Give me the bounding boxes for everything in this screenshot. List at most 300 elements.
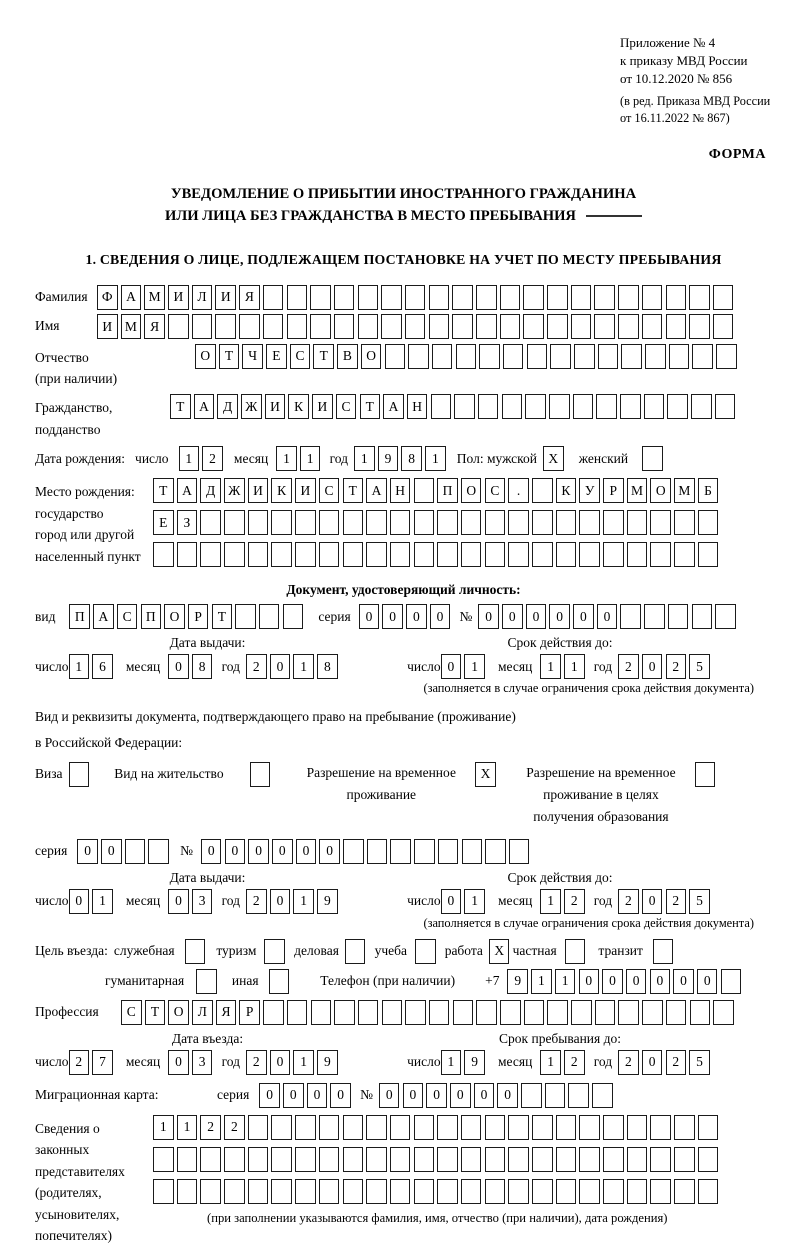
form-box [521, 1083, 542, 1108]
form-box [556, 542, 577, 567]
form-box: 2 [202, 446, 223, 471]
iddoc-issue-block [35, 635, 380, 679]
form-box: В [337, 344, 358, 369]
form-box [476, 314, 497, 339]
form-box: 2 [666, 889, 687, 914]
form-box [437, 510, 458, 535]
form-box [503, 344, 524, 369]
day-label: число [35, 658, 69, 674]
form-box: X [543, 446, 564, 471]
form-box: 9 [378, 446, 399, 471]
purpose-tourism-checkbox [264, 939, 288, 964]
form-box: Т [313, 344, 334, 369]
form-box [454, 394, 475, 419]
form-box [508, 510, 529, 535]
form-box [698, 542, 719, 567]
iddoc-expiry-block [380, 635, 740, 679]
form-box: С [336, 394, 357, 419]
form-box [358, 1000, 379, 1025]
form-box: О [361, 344, 382, 369]
day-label: число [35, 893, 69, 909]
form-box: Л [192, 285, 213, 310]
form-box [549, 394, 570, 419]
staydoc-number-label: № [180, 843, 193, 859]
form-box [620, 604, 641, 629]
form-box: 0 [77, 839, 98, 864]
iddoc-issue-month [168, 654, 215, 679]
migration-number-label: № [360, 1087, 373, 1103]
form-title [35, 183, 772, 228]
year-label: год [221, 893, 240, 909]
form-box: 0 [478, 604, 499, 629]
form-box [431, 394, 452, 419]
form-box: 0 [270, 889, 291, 914]
purpose-business-label: служебная [113, 943, 175, 959]
stay-until-block [380, 1031, 740, 1075]
form-box [603, 1115, 624, 1140]
month-label: месяц [125, 1054, 161, 1070]
form-box: 0 [201, 839, 222, 864]
form-box [153, 1147, 174, 1172]
form-box [235, 604, 256, 629]
form-box [698, 510, 719, 535]
form-box: И [312, 394, 333, 419]
year-label: год [329, 450, 349, 466]
iddoc-number-boxes [478, 604, 739, 629]
form-box [627, 542, 648, 567]
form-box: Т [360, 394, 381, 419]
form-box [414, 1179, 435, 1204]
form-box [698, 1115, 719, 1140]
form-box: 2 [246, 1050, 267, 1075]
form-box: 2 [246, 654, 267, 679]
form-box: И [97, 314, 118, 339]
form-box: С [485, 478, 506, 503]
form-box: П [69, 604, 90, 629]
form-box [691, 394, 712, 419]
form-box [556, 510, 577, 535]
form-box [295, 1179, 316, 1204]
form-box: 1 [69, 654, 90, 679]
form-box [594, 285, 615, 310]
form-box [618, 285, 639, 310]
staydoc-issue-year [246, 889, 341, 914]
birth-month-boxes [276, 446, 323, 471]
form-box: 0 [359, 604, 380, 629]
form-box [310, 314, 331, 339]
form-box [429, 314, 450, 339]
form-box: 1 [564, 654, 585, 679]
form-box: 8 [401, 446, 422, 471]
form-box [476, 1000, 497, 1025]
form-box: 2 [666, 1050, 687, 1075]
purpose-humanitarian-checkbox [196, 969, 220, 994]
expiry-heading: Срок действия до: [507, 635, 613, 651]
form-box [650, 1179, 671, 1204]
form-box [319, 1115, 340, 1140]
form-box [627, 1115, 648, 1140]
form-box: 0 [497, 1083, 518, 1108]
phone-prefix: +7 [485, 973, 500, 989]
form-box: 2 [224, 1115, 245, 1140]
form-box: Л [192, 1000, 213, 1025]
form-box [595, 1000, 616, 1025]
form-box [153, 542, 174, 567]
purpose-row1 [35, 939, 772, 964]
form-box: 2 [618, 1050, 639, 1075]
form-box [502, 394, 523, 419]
form-box [125, 839, 146, 864]
surname-row [35, 285, 772, 310]
form-box [627, 1179, 648, 1204]
form-box [148, 839, 169, 864]
form-box [461, 1115, 482, 1140]
form-box [556, 1179, 577, 1204]
form-box [390, 542, 411, 567]
form-box [334, 1000, 355, 1025]
form-box [287, 285, 308, 310]
entry-year [246, 1050, 341, 1075]
form-box: 0 [248, 839, 269, 864]
form-box [414, 542, 435, 567]
migration-series-label: серия [217, 1087, 250, 1103]
form-box [556, 1115, 577, 1140]
form-box [485, 839, 506, 864]
form-box: И [265, 394, 286, 419]
form-box [485, 542, 506, 567]
form-box [153, 1179, 174, 1204]
form-box: М [627, 478, 648, 503]
form-box [259, 604, 280, 629]
iddoc-issue-year [246, 654, 341, 679]
form-box [532, 1179, 553, 1204]
form-box [479, 344, 500, 369]
staydoc-series-label: серия [35, 843, 68, 859]
form-box [603, 510, 624, 535]
form-box [642, 285, 663, 310]
form-box: 0 [272, 839, 293, 864]
form-box [295, 1147, 316, 1172]
form-box [594, 314, 615, 339]
iddoc-heading: Документ, удостоверяющий личность: [286, 582, 521, 598]
form-box [698, 1147, 719, 1172]
form-box: Р [188, 604, 209, 629]
form-box [200, 542, 221, 567]
year-label: год [221, 658, 240, 674]
residence-permit-label: Вид на жительство [114, 765, 224, 781]
purpose-row2 [35, 969, 772, 994]
form-box [453, 1000, 474, 1025]
form-box [200, 510, 221, 535]
staydoc-expiry-month [540, 889, 587, 914]
migration-series-boxes [259, 1083, 354, 1108]
form-box: Д [217, 394, 238, 419]
form-box [523, 314, 544, 339]
form-box: 0 [168, 654, 189, 679]
form-box [666, 285, 687, 310]
form-box [271, 510, 292, 535]
form-box [319, 510, 340, 535]
birthplace-line2 [153, 510, 722, 535]
migration-card-label: Миграционная карта: [35, 1087, 159, 1103]
form-box: 0 [307, 1083, 328, 1108]
form-box: 0 [650, 969, 671, 994]
form-box [263, 314, 284, 339]
form-box [334, 285, 355, 310]
form-box [669, 344, 690, 369]
form-box [200, 1179, 221, 1204]
iddoc-dates [35, 635, 772, 679]
form-box [690, 1000, 711, 1025]
iddoc-expiry-day [441, 654, 488, 679]
form-box: 1 [179, 446, 200, 471]
form-box [579, 1179, 600, 1204]
iddoc-row [35, 604, 772, 629]
form-box [547, 314, 568, 339]
birthplace-row [35, 478, 772, 574]
form-box [215, 314, 236, 339]
form-box [224, 542, 245, 567]
form-box [429, 1000, 450, 1025]
form-box [645, 344, 666, 369]
expiry-heading: Срок действия до: [507, 869, 613, 885]
form-box [485, 1147, 506, 1172]
form-box [650, 1115, 671, 1140]
form-box [478, 394, 499, 419]
form-box: 0 [642, 654, 663, 679]
form-box: Т [170, 394, 191, 419]
form-box [692, 344, 713, 369]
form-box: 3 [192, 889, 213, 914]
form-box: 0 [330, 1083, 351, 1108]
birthplace-label: Место рождения: государство город или другой населенный пункт [35, 484, 141, 564]
year-label: год [593, 1054, 613, 1070]
purpose-commercial-checkbox [345, 939, 369, 964]
form-box: 2 [618, 889, 639, 914]
purpose-tourism-label: туризм [216, 943, 257, 959]
sex-female-checkbox [642, 446, 666, 471]
form-box: 1 [300, 446, 321, 471]
birth-year-boxes [354, 446, 449, 471]
form-box [650, 510, 671, 535]
form-box [476, 285, 497, 310]
visa-label: Виза [35, 765, 63, 781]
form-box [532, 542, 553, 567]
form-box [598, 344, 619, 369]
iddoc-series-boxes [359, 604, 454, 629]
form-box: И [168, 285, 189, 310]
form-box: 2 [246, 889, 267, 914]
form-box [366, 1147, 387, 1172]
form-box [573, 394, 594, 419]
form-box: 0 [673, 969, 694, 994]
form-box: 0 [430, 604, 451, 629]
entry-month [168, 1050, 215, 1075]
form-box: 5 [689, 889, 710, 914]
form-box [674, 542, 695, 567]
form-box: 1 [177, 1115, 198, 1140]
form-box: Р [239, 1000, 260, 1025]
form-box [343, 1179, 364, 1204]
form-box [644, 394, 665, 419]
form-box: . [508, 478, 529, 503]
form-box [485, 1115, 506, 1140]
form-box [550, 344, 571, 369]
form-box: У [579, 478, 600, 503]
form-box: 0 [225, 839, 246, 864]
form-box: Т [145, 1000, 166, 1025]
year-label: год [593, 658, 613, 674]
month-label: месяц [233, 450, 269, 466]
form-box: 1 [276, 446, 297, 471]
form-box: 2 [564, 1050, 585, 1075]
form-box: X [489, 939, 510, 964]
form-box: Ж [241, 394, 262, 419]
form-box [343, 510, 364, 535]
form-box [224, 1147, 245, 1172]
patronymic-label: Отчество (при наличии) [35, 349, 118, 387]
form-box [343, 1147, 364, 1172]
form-box [461, 542, 482, 567]
form-box: М [144, 285, 165, 310]
form-box [713, 1000, 734, 1025]
name-row [35, 314, 772, 339]
stay-until-day [441, 1050, 488, 1075]
form-box [367, 839, 388, 864]
form-box [508, 1115, 529, 1140]
form-box [366, 542, 387, 567]
form-box [620, 394, 641, 419]
form-box: С [121, 1000, 142, 1025]
temp-residence-education-checkbox [695, 762, 719, 787]
form-box [366, 1115, 387, 1140]
form-box: П [437, 478, 458, 503]
form-box [248, 1147, 269, 1172]
iddoc-note: (заполняется в случае ограничения срока действия документа) [423, 681, 754, 696]
form-box: Е [266, 344, 287, 369]
ref-line-small: (в ред. Приказа МВД России [620, 93, 771, 108]
form-box: Н [407, 394, 428, 419]
form-box [500, 285, 521, 310]
form-box [532, 1147, 553, 1172]
purpose-study-checkbox [415, 939, 439, 964]
form-title-line1: УВЕДОМЛЕНИЕ О ПРИБЫТИИ ИНОСТРАННОГО ГРАЖДАНИНА [170, 185, 637, 202]
stay-until-heading: Срок пребывания до: [499, 1030, 621, 1046]
phone-boxes [507, 969, 744, 994]
staydoc-intro: Вид и реквизиты документа, подтверждающего право на пребывание (проживание) в Российской Федерации: [35, 709, 516, 751]
form-box [224, 510, 245, 535]
stay-until-month [540, 1050, 587, 1075]
form-box: О [168, 1000, 189, 1025]
form-box [271, 1179, 292, 1204]
form-box: Н [390, 478, 411, 503]
form-box [547, 1000, 568, 1025]
staydoc-expiry-block [380, 870, 740, 914]
form-box [185, 939, 206, 964]
form-box [674, 1115, 695, 1140]
form-box: 0 [319, 839, 340, 864]
form-box [461, 510, 482, 535]
form-box [248, 542, 269, 567]
form-box [192, 314, 213, 339]
form-box: С [117, 604, 138, 629]
iddoc-number-label: № [459, 608, 473, 624]
form-box [500, 314, 521, 339]
form-box [674, 1147, 695, 1172]
form-box: 0 [168, 889, 189, 914]
purpose-work-checkbox [489, 939, 513, 964]
form-box: 9 [464, 1050, 485, 1075]
stay-until-year [618, 1050, 713, 1075]
form-box: 1 [555, 969, 576, 994]
form-box [653, 939, 674, 964]
form-box [382, 1000, 403, 1025]
form-box [390, 1147, 411, 1172]
sex-male-checkbox [543, 446, 567, 471]
form-box [405, 314, 426, 339]
form-box: 0 [426, 1083, 447, 1108]
section1-title: 1. СВЕДЕНИЯ О ЛИЦЕ, ПОДЛЕЖАЩЕМ ПОСТАНОВКЕ НА УЧЕТ ПО МЕСТУ ПРЕБЫВАНИЯ [85, 251, 722, 267]
form-box [592, 1083, 613, 1108]
form-box: Е [153, 510, 174, 535]
form-box [381, 285, 402, 310]
form-box: О [461, 478, 482, 503]
form-box [715, 394, 736, 419]
form-box: 1 [531, 969, 552, 994]
staydoc-number-boxes [201, 839, 533, 864]
form-box [650, 1147, 671, 1172]
form-box: О [195, 344, 216, 369]
form-box [618, 1000, 639, 1025]
staydoc-issue-block [35, 870, 380, 914]
form-box: 0 [168, 1050, 189, 1075]
form-box: 9 [317, 889, 338, 914]
form-box [452, 314, 473, 339]
entry-date-block [35, 1031, 380, 1075]
form-box: 0 [549, 604, 570, 629]
form-box: 0 [642, 889, 663, 914]
form-box [621, 344, 642, 369]
form-box: Д [200, 478, 221, 503]
form-box: 1 [464, 889, 485, 914]
form-box: К [271, 478, 292, 503]
form-box: 2 [69, 1050, 90, 1075]
sex-female-label: женский [578, 450, 629, 466]
issue-heading: Дата выдачи: [169, 869, 246, 885]
form-box [343, 1115, 364, 1140]
patronymic-row [35, 344, 772, 390]
form-box [358, 285, 379, 310]
staydoc-series-row [35, 839, 772, 864]
form-box: 0 [403, 1083, 424, 1108]
form-box [345, 939, 366, 964]
form-box: 0 [382, 604, 403, 629]
form-box [574, 344, 595, 369]
form-box [508, 1179, 529, 1204]
ref-line-small: от 16.11.2022 № 867) [620, 110, 730, 125]
year-label: год [593, 893, 613, 909]
representatives-boxes [153, 1115, 722, 1204]
name-boxes [97, 314, 737, 339]
form-box: 0 [526, 604, 547, 629]
form-box: 2 [564, 889, 585, 914]
form-box [390, 1179, 411, 1204]
form-box [695, 762, 716, 787]
form-box [334, 314, 355, 339]
representatives-row [35, 1115, 772, 1247]
form-box [509, 839, 530, 864]
form-box [525, 394, 546, 419]
